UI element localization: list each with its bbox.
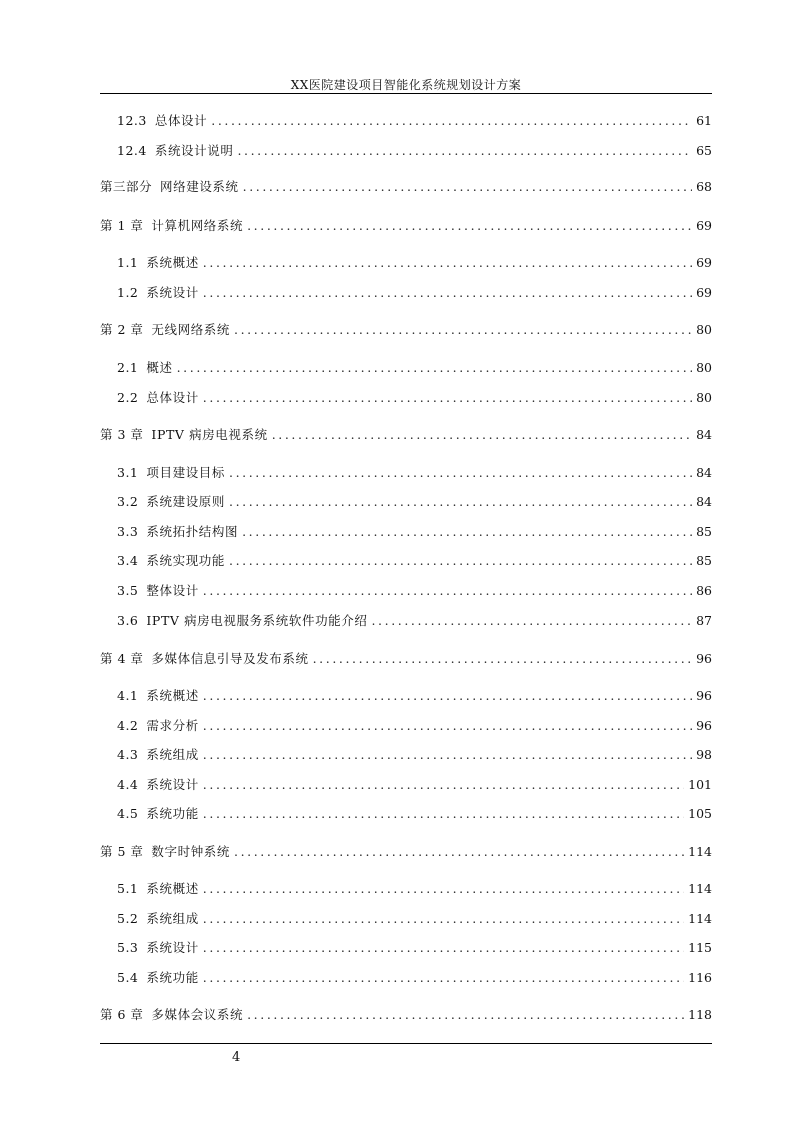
toc-leader-dots (203, 880, 684, 898)
toc-entry-title: 无线网络系统 (151, 322, 231, 337)
toc-section-entry[interactable] (117, 805, 712, 823)
toc-chapter-entry[interactable] (100, 426, 712, 444)
toc-entry-page: 98 (696, 747, 712, 762)
toc-entry-number: 5.4 (117, 970, 139, 985)
toc-entry-title: 系统概述 (146, 688, 199, 703)
page-header-title: XX医院建设项目智能化系统规划设计方案 (290, 78, 522, 92)
toc-entry-number: 4.3 (117, 747, 139, 762)
toc-section-entry[interactable] (117, 493, 712, 511)
toc-entry-title: 多媒体会议系统 (151, 1007, 244, 1022)
toc-leader-dots (247, 1006, 684, 1024)
toc-entry-page: 80 (696, 360, 712, 375)
toc-section-entry[interactable] (117, 389, 712, 407)
toc-leader-dots (203, 582, 692, 600)
toc-entry-page: 69 (696, 218, 712, 233)
toc-entry-title: 系统组成 (146, 747, 199, 762)
toc-entry-title: 需求分析 (146, 718, 199, 733)
toc-entry-number: 5.3 (117, 940, 139, 955)
page-number: 4 (232, 1050, 241, 1065)
toc-entry-page: 96 (696, 688, 712, 703)
toc-entry-page: 116 (688, 970, 712, 985)
toc-leader-dots (203, 776, 684, 794)
toc-leader-dots (272, 426, 692, 444)
toc-chapter-entry[interactable] (100, 178, 712, 196)
header-rule (100, 93, 712, 94)
toc-leader-dots (229, 464, 692, 482)
toc-section-entry[interactable] (117, 910, 712, 928)
toc-entry-title: 项目建设目标 (146, 465, 225, 480)
toc-section-entry[interactable] (117, 464, 712, 482)
toc-leader-dots (203, 939, 684, 957)
toc-section-entry[interactable] (117, 254, 712, 272)
toc-entry-title: 系统设计 (146, 285, 199, 300)
toc-leader-dots (211, 112, 692, 130)
toc-entry-title: 整体设计 (146, 583, 199, 598)
toc-leader-dots (371, 612, 692, 630)
toc-section-entry[interactable] (117, 284, 712, 302)
toc-entry-page: 69 (696, 255, 712, 270)
toc-entry-number: 3.4 (117, 553, 139, 568)
toc-entry-page: 61 (696, 113, 712, 128)
toc-entry-title: 系统概述 (146, 881, 199, 896)
toc-entry-number: 1.1 (117, 255, 139, 270)
toc-leader-dots (203, 284, 692, 302)
toc-entry-page: 65 (696, 143, 712, 158)
toc-entry-number: 5.1 (117, 881, 139, 896)
toc-entry-title: 概述 (146, 360, 173, 375)
toc-entry-title: 多媒体信息引导及发布系统 (151, 651, 309, 666)
toc-entry-number: 3.1 (117, 465, 139, 480)
toc-entry-number: 1.2 (117, 285, 139, 300)
toc-entry-number: 第三部分 (100, 179, 153, 194)
toc-entry-title: 系统设计说明 (154, 143, 234, 158)
toc-entry-title: 系统拓扑结构图 (146, 524, 239, 539)
toc-leader-dots (243, 178, 692, 196)
toc-entry-page: 114 (688, 911, 712, 926)
toc-entry-number: 5.2 (117, 911, 139, 926)
toc-leader-dots (177, 359, 693, 377)
toc-entry-page: 115 (688, 940, 712, 955)
toc-entry-page: 96 (696, 651, 712, 666)
toc-section-entry[interactable] (117, 776, 712, 794)
toc-entry-title: 总体设计 (146, 390, 199, 405)
toc-entry-number: 第 2 章 (100, 322, 144, 337)
toc-entry-number: 4.4 (117, 777, 139, 792)
toc-chapter-entry[interactable] (100, 650, 712, 668)
toc-leader-dots (203, 254, 692, 272)
toc-section-entry[interactable] (117, 880, 712, 898)
toc-entry-number: 第 4 章 (100, 651, 144, 666)
toc-leader-dots (313, 650, 692, 668)
toc-entry-page: 114 (688, 844, 712, 859)
toc-leader-dots (203, 389, 692, 407)
toc-entry-page: 84 (696, 427, 712, 442)
toc-section-entry[interactable] (117, 969, 712, 987)
toc-entry-number: 4.5 (117, 806, 139, 821)
toc-entry-title: 系统实现功能 (146, 553, 225, 568)
toc-entry-number: 12.3 (117, 113, 147, 128)
toc-section-entry[interactable] (117, 582, 712, 600)
toc-entry-number: 2.2 (117, 390, 139, 405)
toc-leader-dots (203, 687, 692, 705)
toc-leader-dots (203, 717, 692, 735)
toc-chapter-entry[interactable] (100, 843, 712, 861)
toc-leader-dots (234, 321, 692, 339)
toc-entry-title: 计算机网络系统 (151, 218, 244, 233)
toc-section-entry[interactable] (117, 523, 712, 541)
toc-entry-page: 68 (696, 179, 712, 194)
toc-entry-page: 85 (696, 553, 712, 568)
toc-entry-page: 84 (696, 494, 712, 509)
toc-chapter-entry[interactable] (100, 217, 712, 235)
toc-entry-title: IPTV 病房电视服务系统软件功能介绍 (146, 613, 368, 628)
toc-section-entry[interactable] (117, 746, 712, 764)
toc-entry-number: 2.1 (117, 360, 139, 375)
toc-entry-title: 数字时钟系统 (151, 844, 231, 859)
toc-leader-dots (242, 523, 692, 541)
toc-entry-number: 第 6 章 (100, 1007, 144, 1022)
toc-leader-dots (229, 493, 692, 511)
toc-entry-number: 4.2 (117, 718, 139, 733)
toc-entry-title: 系统建设原则 (146, 494, 225, 509)
toc-section-entry[interactable] (117, 612, 712, 630)
toc-entry-title: 系统功能 (146, 970, 199, 985)
toc-entry-title: 网络建设系统 (160, 179, 239, 194)
toc-entry-page: 118 (688, 1007, 712, 1022)
toc-entry-title: 总体设计 (154, 113, 208, 128)
toc-entry-number: 4.1 (117, 688, 139, 703)
toc-entry-number: 第 3 章 (100, 427, 144, 442)
toc-entry-number: 3.6 (117, 613, 139, 628)
toc-entry-title: 系统设计 (146, 940, 199, 955)
toc-entry-page: 96 (696, 718, 712, 733)
toc-entry-title: 系统功能 (146, 806, 199, 821)
toc-leader-dots (229, 552, 692, 570)
toc-entry-title: 系统设计 (146, 777, 199, 792)
toc-entry-number: 第 1 章 (100, 218, 144, 233)
toc-entry-page: 85 (696, 524, 712, 539)
toc-section-entry[interactable] (117, 359, 712, 377)
toc-entry-page: 84 (696, 465, 712, 480)
toc-entry-number: 3.3 (117, 524, 139, 539)
toc-section-entry[interactable] (117, 112, 712, 130)
toc-entry-title: IPTV 病房电视系统 (151, 427, 268, 442)
toc-entry-page: 114 (688, 881, 712, 896)
footer-rule (100, 1043, 712, 1044)
toc-section-entry[interactable] (117, 552, 712, 570)
toc-entry-title: 系统概述 (146, 255, 199, 270)
toc-section-entry[interactable] (117, 939, 712, 957)
toc-section-entry[interactable] (117, 717, 712, 735)
toc-chapter-entry[interactable] (100, 1006, 712, 1024)
toc-leader-dots (203, 969, 684, 987)
toc-leader-dots (247, 217, 692, 235)
toc-entry-page: 69 (696, 285, 712, 300)
toc-entry-page: 101 (688, 777, 712, 792)
toc-leader-dots (203, 746, 692, 764)
toc-leader-dots (237, 142, 692, 160)
toc-entry-page: 80 (696, 322, 712, 337)
toc-entry-page: 86 (696, 583, 712, 598)
toc-chapter-entry[interactable] (100, 321, 712, 339)
toc-entry-number: 12.4 (117, 143, 147, 158)
toc-entry-number: 3.2 (117, 494, 139, 509)
toc-leader-dots (234, 843, 684, 861)
toc-leader-dots (203, 805, 684, 823)
toc-entry-number: 3.5 (117, 583, 139, 598)
toc-entry-page: 80 (696, 390, 712, 405)
toc-section-entry[interactable] (117, 687, 712, 705)
toc-leader-dots (203, 910, 684, 928)
toc-entry-title: 系统组成 (146, 911, 199, 926)
toc-entry-page: 87 (696, 613, 712, 628)
toc-entry-number: 第 5 章 (100, 844, 144, 859)
toc-entry-page: 105 (688, 806, 712, 821)
toc-section-entry[interactable] (117, 142, 712, 160)
